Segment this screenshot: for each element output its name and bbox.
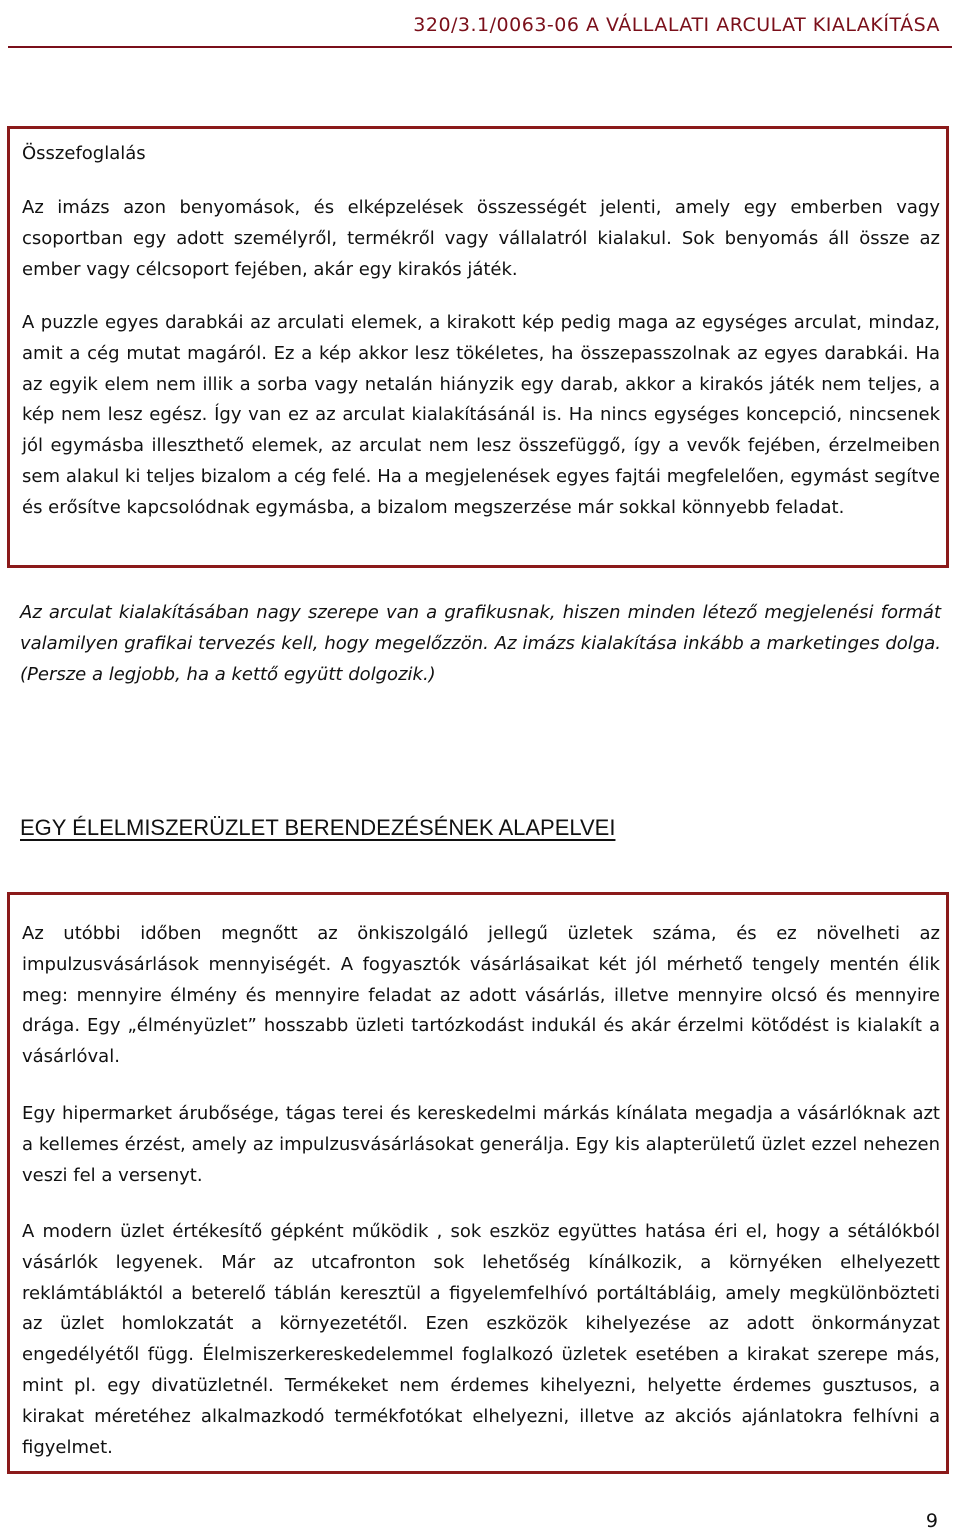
section-paragraph-2: Egy hipermarket árubősége, tágas terei és kereskedelmi márkás kínálata megadja a vásárlóknak azt a kellemes érzést, amely az impulzusvásárlásokat generálja. Egy kis alapterületű üzlet ezzel nehezen veszi fel a versenyt. <box>22 1103 940 1186</box>
summary-paragraph-1: Az imázs azon benyomások, és elképzelések összességét jelenti, amely egy emberben vagy csoportban egy adott személyről, termékről vagy vállalatról kialakul. Sok benyomás áll össze az ember vagy célcsoport fejében, akár egy kirakós játék. <box>22 197 940 280</box>
section-paragraph-3: A modern üzlet értékesítő gépként működik , sok eszköz együttes hatása éri el, hogy a sétálókból vásárlók legyenek. Már az utcafronton sok lehetőség kínálkozik, a környéken elhelyezett reklámtábláktól a beterelő táblán keresztül a figyelemfelhívó portáltábláig, amely megkülönbözteti az üzlet homlokzatát a környezetétől. Ezen eszközök kihelyezése az adott önkormányzat engedélyétől függ. Élelmiszerkereskedelemmel foglalkozó üzletek esetében a kirakat szerepe más, mint pl. egy divatüzletnél. Termékeket nem érdemes kihelyezni, helyette érdemes gusztusos, a kirakat méretéhez alkalmazkodó termékfotókat elhelyezni, illetve az akciós ajánlatokra felhívni a figyelmet. <box>22 1221 940 1458</box>
running-header-title: 320/3.1/0063-06 A VÁLLALATI ARCULAT KIALAKÍTÁSA <box>413 14 940 36</box>
summary-title: Összefoglalás <box>22 143 146 164</box>
summary-paragraph-2: A puzzle egyes darabkái az arculati elemek, a kirakott kép pedig maga az egységes arculat, mindaz, amit a cég mutat magáról. Ez a kép akkor lesz tökéletes, ha összepasszolnak az egyes darabkái. Ha az egyik elem nem illik a sorba vagy netalán hiányzik egy darab, akkor a kirakós játék nem teljes, a kép nem lesz egész. Így van ez az arculat kialakításánál is. Ha nincs egységes koncepció, nincsenek jól egymásba illeszthető elemek, az arculat nem lesz összefüggő, így a vevők fejében, érzelmeiben sem alakul ki teljes bizalom a cég felé. Ha a megjelenések egyes fajtái megfelelően, egymást segítve és erősítve kapcsolódnak egymásba, a bizalom megszerzése már sokkal könnyebb feladat. <box>22 312 940 518</box>
page-number: 9 <box>925 1510 938 1532</box>
italic-note: Az arculat kialakításában nagy szerepe van a grafikusnak, hiszen minden létező megjelenési formát valamilyen grafikai tervezés kell, hogy megelőzzön. Az imázs kialakítása inkább a marketinges dolga. (Persze a legjobb, ha a kettő együtt dolgozik.) <box>20 602 941 685</box>
header-divider <box>8 46 952 48</box>
section-paragraph-1: Az utóbbi időben megnőtt az önkiszolgáló jellegű üzletek száma, és ez növelheti az impulzusvásárlások mennyiségét. A fogyasztók vásárlásaikat két jól mérhető tengely mentén élik meg: mennyire élmény és mennyire feladat az adott vásárlás, illetve mennyire olcsó és mennyire drága. Egy „élményüzlet” hosszabb üzleti tartózkodást indukál és akár érzelmi kötődést is kialakít a vásárlóval. <box>22 923 940 1068</box>
section-heading: EGY ÉLELMISZERÜZLET BERENDEZÉSÉNEK ALAPELVEI <box>20 815 616 840</box>
section-box <box>7 892 949 1474</box>
summary-box <box>7 126 949 568</box>
